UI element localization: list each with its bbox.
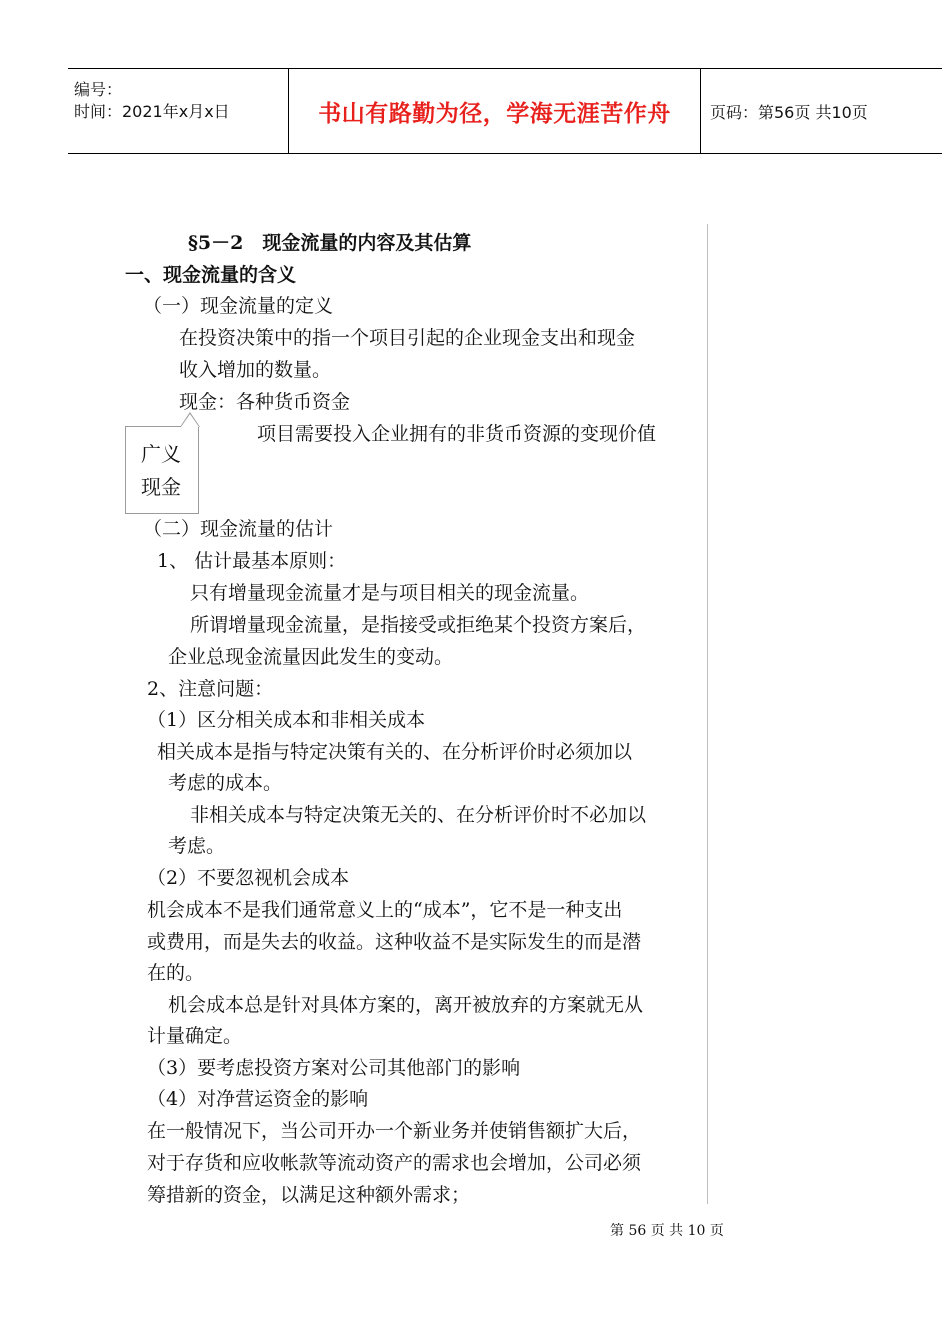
cash-definition-line: 现金：各种货币资金 bbox=[179, 391, 351, 413]
list-item-title: （1）区分相关成本和非相关成本 bbox=[147, 709, 426, 731]
list-item-title: （3）要考虑投资方案对公司其他部门的影响 bbox=[147, 1057, 521, 1079]
list-item-title: 2、注意问题： bbox=[147, 678, 274, 700]
paragraph-line: 机会成本不是我们通常意义上的“成本”，它不是一种支出 bbox=[147, 899, 623, 921]
paragraph-line: 或费用，而是失去的收益。这种收益不是实际发生的而是潜 bbox=[147, 931, 642, 953]
header-divider bbox=[700, 69, 701, 153]
paragraph-line: 所谓增量现金流量，是指接受或拒绝某个投资方案后， bbox=[190, 614, 647, 636]
document-number-label: 编号： bbox=[74, 80, 123, 99]
page-header bbox=[68, 68, 942, 154]
right-margin-rule bbox=[707, 224, 708, 1204]
paragraph-line: 筹措新的资金，以满足这种额外需求； bbox=[147, 1184, 471, 1206]
paragraph-line: 在一般情况下，当公司开办一个新业务并使销售额扩大后， bbox=[147, 1120, 642, 1142]
paragraph-line: 非相关成本与特定决策无关的、在分析评价时不必加以 bbox=[190, 804, 647, 826]
noncash-definition-line: 项目需要投入企业拥有的非货币资源的变现价值 bbox=[257, 423, 657, 445]
paragraph-line: 对于存货和应收帐款等流动资产的需求也会增加，公司必须 bbox=[147, 1152, 642, 1174]
paragraph-line: 只有增量现金流量才是与项目相关的现金流量。 bbox=[190, 582, 590, 604]
callout-box bbox=[125, 426, 199, 514]
paragraph-line: 考虑。 bbox=[168, 835, 226, 857]
header-meta bbox=[74, 79, 286, 123]
header-motto: 书山有路勤为径，学海无涯苦作舟 bbox=[318, 100, 671, 127]
paragraph-line: 计量确定。 bbox=[147, 1025, 243, 1047]
callout-text: 现金 bbox=[141, 475, 181, 499]
list-item-title: （4）对净营运资金的影响 bbox=[147, 1088, 369, 1110]
heading-cash-flow-meaning: 一、现金流量的含义 bbox=[125, 264, 297, 286]
list-item-title: 1、 估计最基本原则： bbox=[157, 550, 347, 572]
paragraph-line: 相关成本是指与特定决策有关的、在分析评价时必须加以 bbox=[157, 741, 633, 763]
callout-text: 广义 bbox=[141, 442, 181, 466]
section-title: §5－2 现金流量的内容及其估算 bbox=[188, 232, 472, 254]
header-page-number: 页码：第56页 共10页 bbox=[710, 102, 868, 122]
callout-pointer-fill bbox=[181, 414, 199, 427]
page-footer: 第 56 页 共 10 页 bbox=[610, 1223, 724, 1239]
list-item-title: （2）不要忽视机会成本 bbox=[147, 867, 350, 889]
paragraph-line: 考虑的成本。 bbox=[168, 772, 283, 794]
paragraph-line: 企业总现金流量因此发生的变动。 bbox=[168, 646, 454, 668]
paragraph-line: 收入增加的数量。 bbox=[179, 359, 332, 381]
document-time-label: 时间：2021年x月x日 bbox=[74, 102, 230, 121]
paragraph-line: 在投资决策中的指一个项目引起的企业现金支出和现金 bbox=[179, 327, 636, 349]
subheading-definition: （一）现金流量的定义 bbox=[143, 295, 334, 317]
paragraph-line: 在的。 bbox=[147, 962, 205, 984]
paragraph-line: 机会成本总是针对具体方案的，离开被放弃的方案就无从 bbox=[168, 994, 644, 1016]
subheading-estimation: （二）现金流量的估计 bbox=[143, 518, 334, 540]
